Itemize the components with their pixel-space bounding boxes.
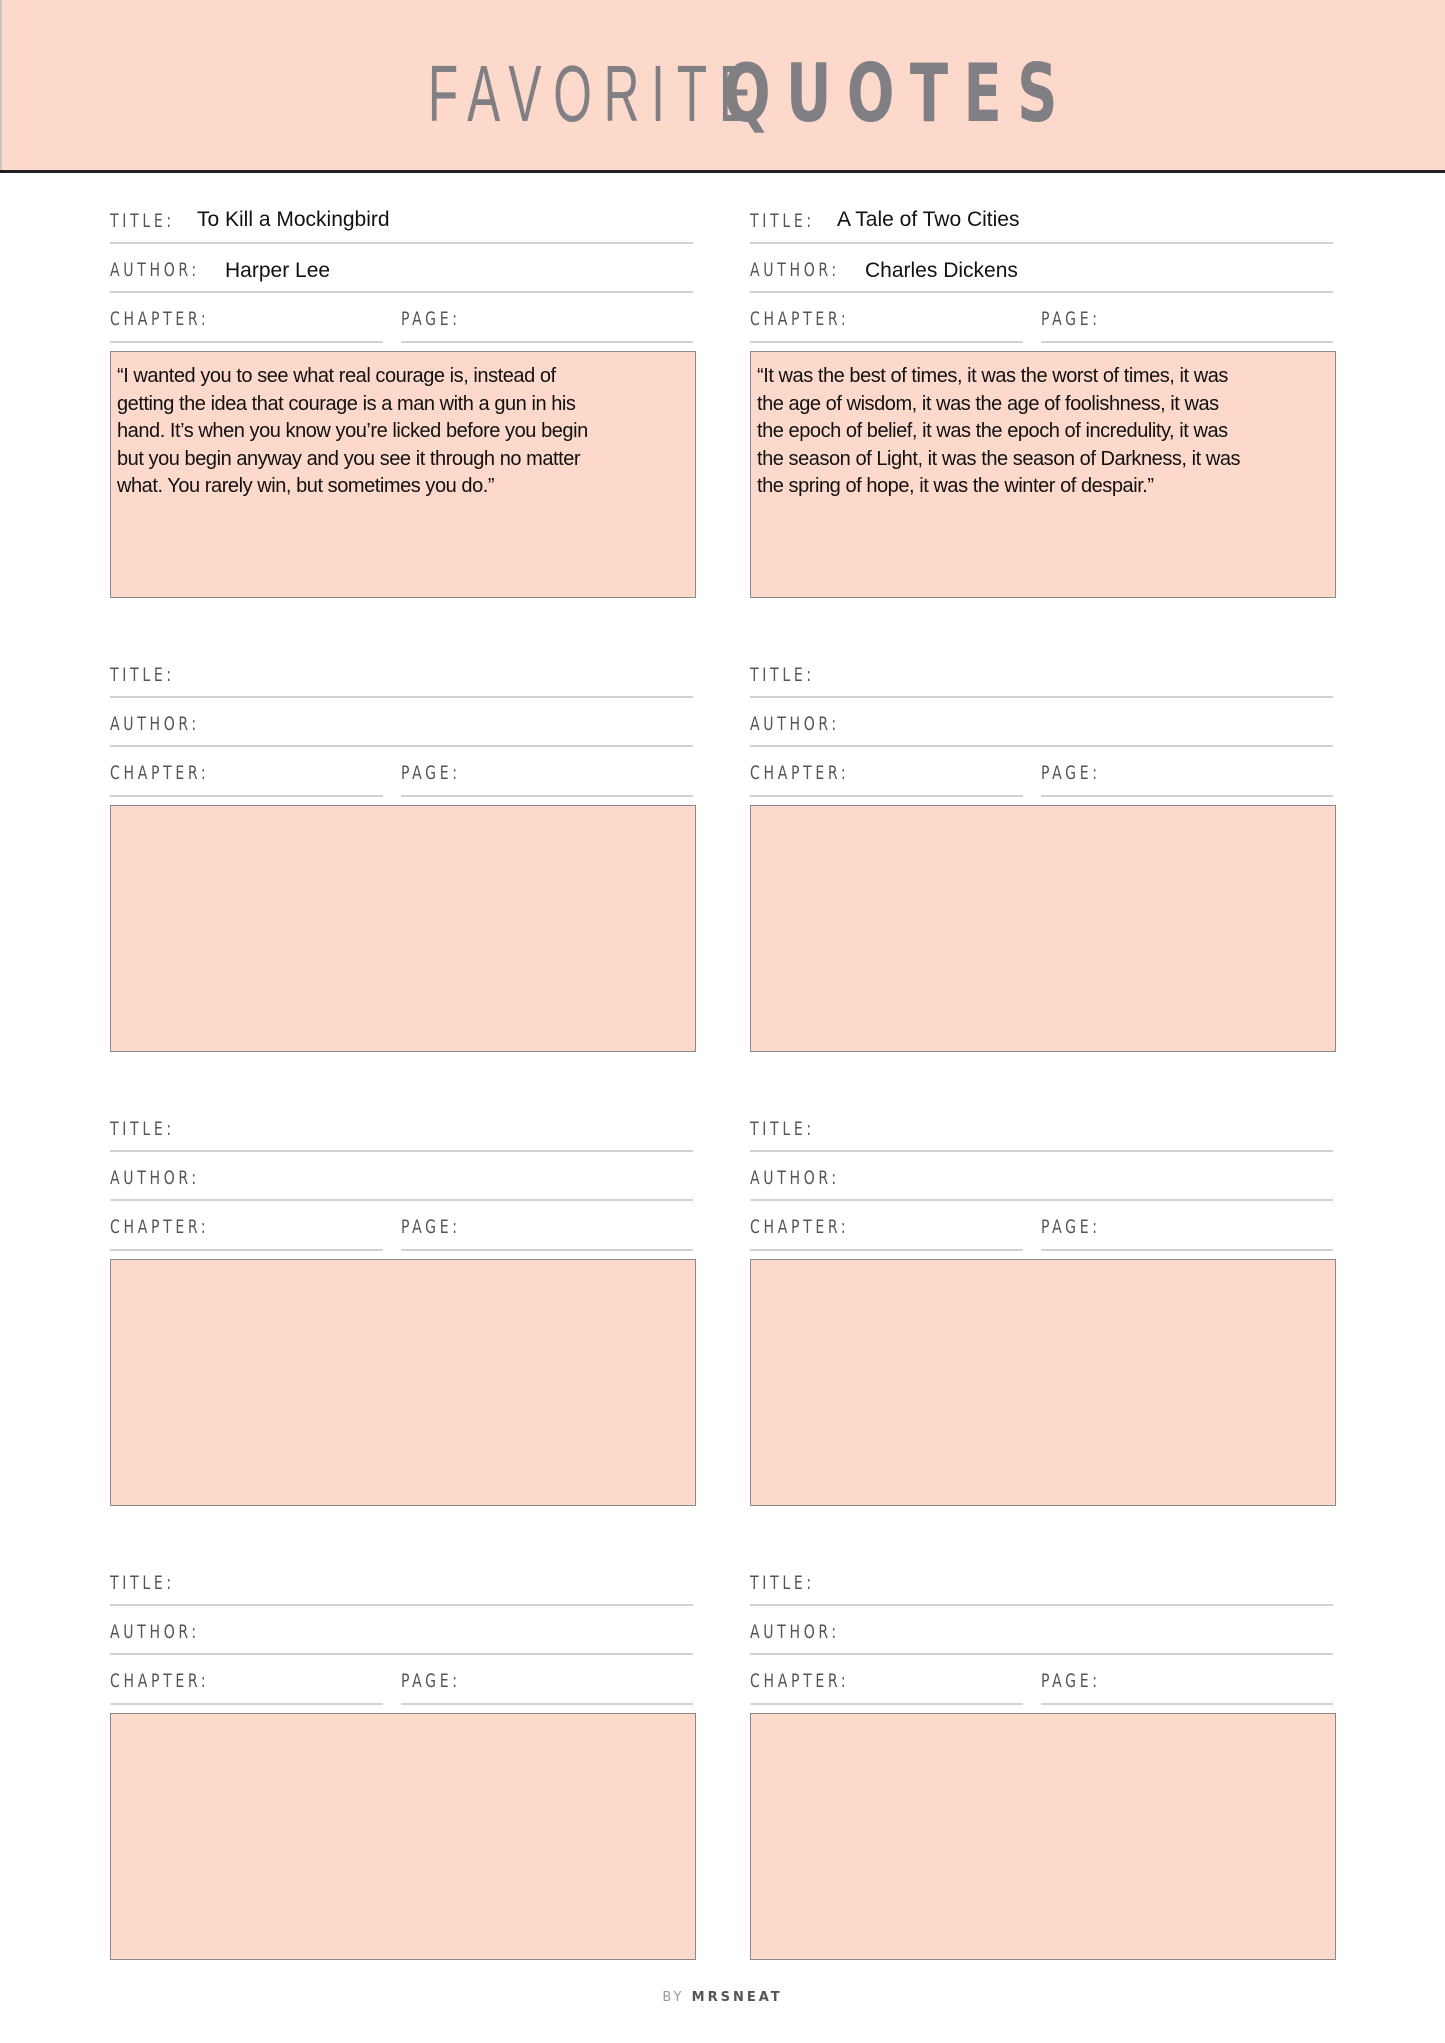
title-label: TITLE: — [750, 664, 815, 686]
author-label: AUTHOR: — [750, 713, 840, 735]
title-underline — [110, 696, 693, 698]
author-label: AUTHOR: — [750, 1167, 840, 1189]
quote-text-line: the spring of hope, it was the winter of despair.” — [757, 475, 1154, 498]
quote-textarea[interactable] — [750, 805, 1336, 1052]
chapter-underline — [110, 341, 383, 343]
chapter-label: CHAPTER: — [750, 1670, 850, 1692]
page-underline — [401, 795, 693, 797]
title-label: TITLE: — [110, 664, 175, 686]
quote-textarea[interactable] — [110, 1259, 696, 1506]
page-underline — [401, 341, 693, 343]
title-label: TITLE: — [750, 210, 815, 232]
page-title-bold: QUOTES — [723, 47, 1074, 140]
quote-text-line: the season of Light, it was the season of Darkness, it was — [757, 447, 1241, 470]
page-underline — [401, 1703, 693, 1705]
page-underline — [401, 1249, 693, 1251]
chapter-label: CHAPTER: — [750, 308, 850, 330]
title-label: TITLE: — [110, 1118, 175, 1140]
author-underline — [110, 1199, 693, 1201]
chapter-underline — [750, 1249, 1023, 1251]
quote-entry-3 — [110, 654, 700, 1094]
page-label: PAGE: — [1041, 308, 1101, 330]
title-input[interactable]: To Kill a Mockingbird — [197, 208, 390, 231]
author-label: AUTHOR: — [110, 259, 200, 281]
page-underline — [1041, 795, 1333, 797]
chapter-underline — [750, 795, 1023, 797]
header-divider — [0, 170, 1445, 173]
quote-text-line: “It was the best of times, it was the worst of times, it was — [757, 365, 1228, 387]
title-label: TITLE: — [110, 1572, 175, 1594]
title-underline — [750, 242, 1333, 244]
quote-textarea[interactable] — [110, 1713, 696, 1960]
author-underline — [750, 291, 1333, 293]
title-label: TITLE: — [750, 1572, 815, 1594]
title-underline — [110, 1604, 693, 1606]
author-underline — [110, 291, 693, 293]
chapter-label: CHAPTER: — [110, 1216, 210, 1238]
quote-text-line: hand. It’s when you know you’re licked before you begin — [117, 420, 588, 443]
quote-text-line: getting the idea that courage is a man with a gun in his — [117, 392, 576, 415]
page-underline — [1041, 1249, 1333, 1251]
author-label: AUTHOR: — [110, 1621, 200, 1643]
author-label: AUTHOR: — [110, 1167, 200, 1189]
quote-entry-6 — [750, 1108, 1340, 1548]
quote-textarea[interactable] — [750, 351, 1336, 598]
chapter-label: CHAPTER: — [110, 762, 210, 784]
author-underline — [750, 1199, 1333, 1201]
quote-text-line: the epoch of belief, it was the epoch of incredulity, it was — [757, 420, 1228, 443]
title-label: TITLE: — [750, 1118, 815, 1140]
title-underline — [750, 1604, 1333, 1606]
title-underline — [750, 1150, 1333, 1152]
author-label: AUTHOR: — [110, 713, 200, 735]
quote-textarea[interactable] — [110, 351, 696, 598]
page-label: PAGE: — [401, 1670, 461, 1692]
footer-brand: MRSNEAT — [691, 1990, 783, 2005]
title-label: TITLE: — [110, 210, 175, 232]
title-underline — [750, 696, 1333, 698]
author-underline — [750, 745, 1333, 747]
page-underline — [1041, 341, 1333, 343]
page-label: PAGE: — [401, 1216, 461, 1238]
author-label: AUTHOR: — [750, 1621, 840, 1643]
page-title-light: FAVORITE — [427, 49, 764, 138]
title-underline — [110, 242, 693, 244]
quote-entry-5 — [110, 1108, 700, 1548]
author-underline — [110, 1653, 693, 1655]
page-label: PAGE: — [401, 762, 461, 784]
quote-text-line: what. You rarely win, but sometimes you do.” — [117, 475, 495, 498]
author-underline — [750, 1653, 1333, 1655]
title-underline — [110, 1150, 693, 1152]
title-input[interactable]: A Tale of Two Cities — [837, 208, 1020, 231]
page-label: PAGE: — [1041, 762, 1101, 784]
quote-textarea[interactable] — [750, 1713, 1336, 1960]
footer-by: BY — [662, 1990, 685, 2005]
page-label: PAGE: — [401, 308, 461, 330]
quote-entry-2 — [750, 200, 1340, 640]
footer-credit — [0, 1990, 1445, 2005]
quote-text-line: the age of wisdom, it was the age of foolishness, it was — [757, 392, 1219, 415]
quote-textarea[interactable] — [110, 805, 696, 1052]
quote-text-line: but you begin anyway and you see it through no matter — [117, 447, 581, 470]
chapter-underline — [110, 795, 383, 797]
quote-entry-7 — [110, 1562, 700, 2002]
author-label: AUTHOR: — [750, 259, 840, 281]
page-label: PAGE: — [1041, 1670, 1101, 1692]
quote-textarea[interactable] — [750, 1259, 1336, 1506]
quote-entry-8 — [750, 1562, 1340, 2002]
quote-entry-4 — [750, 654, 1340, 1094]
chapter-underline — [110, 1703, 383, 1705]
author-underline — [110, 745, 693, 747]
chapter-underline — [750, 1703, 1023, 1705]
page-underline — [1041, 1703, 1333, 1705]
chapter-underline — [750, 341, 1023, 343]
author-input[interactable]: Charles Dickens — [865, 259, 1018, 282]
chapter-label: CHAPTER: — [750, 762, 850, 784]
author-input[interactable]: Harper Lee — [225, 259, 331, 282]
chapter-label: CHAPTER: — [750, 1216, 850, 1238]
chapter-label: CHAPTER: — [110, 1670, 210, 1692]
chapter-underline — [110, 1249, 383, 1251]
page-title — [0, 46, 1445, 142]
quote-text-line: “I wanted you to see what real courage is, instead of — [117, 365, 556, 387]
page-label: PAGE: — [1041, 1216, 1101, 1238]
chapter-label: CHAPTER: — [110, 308, 210, 330]
quote-entry-1 — [110, 200, 700, 640]
